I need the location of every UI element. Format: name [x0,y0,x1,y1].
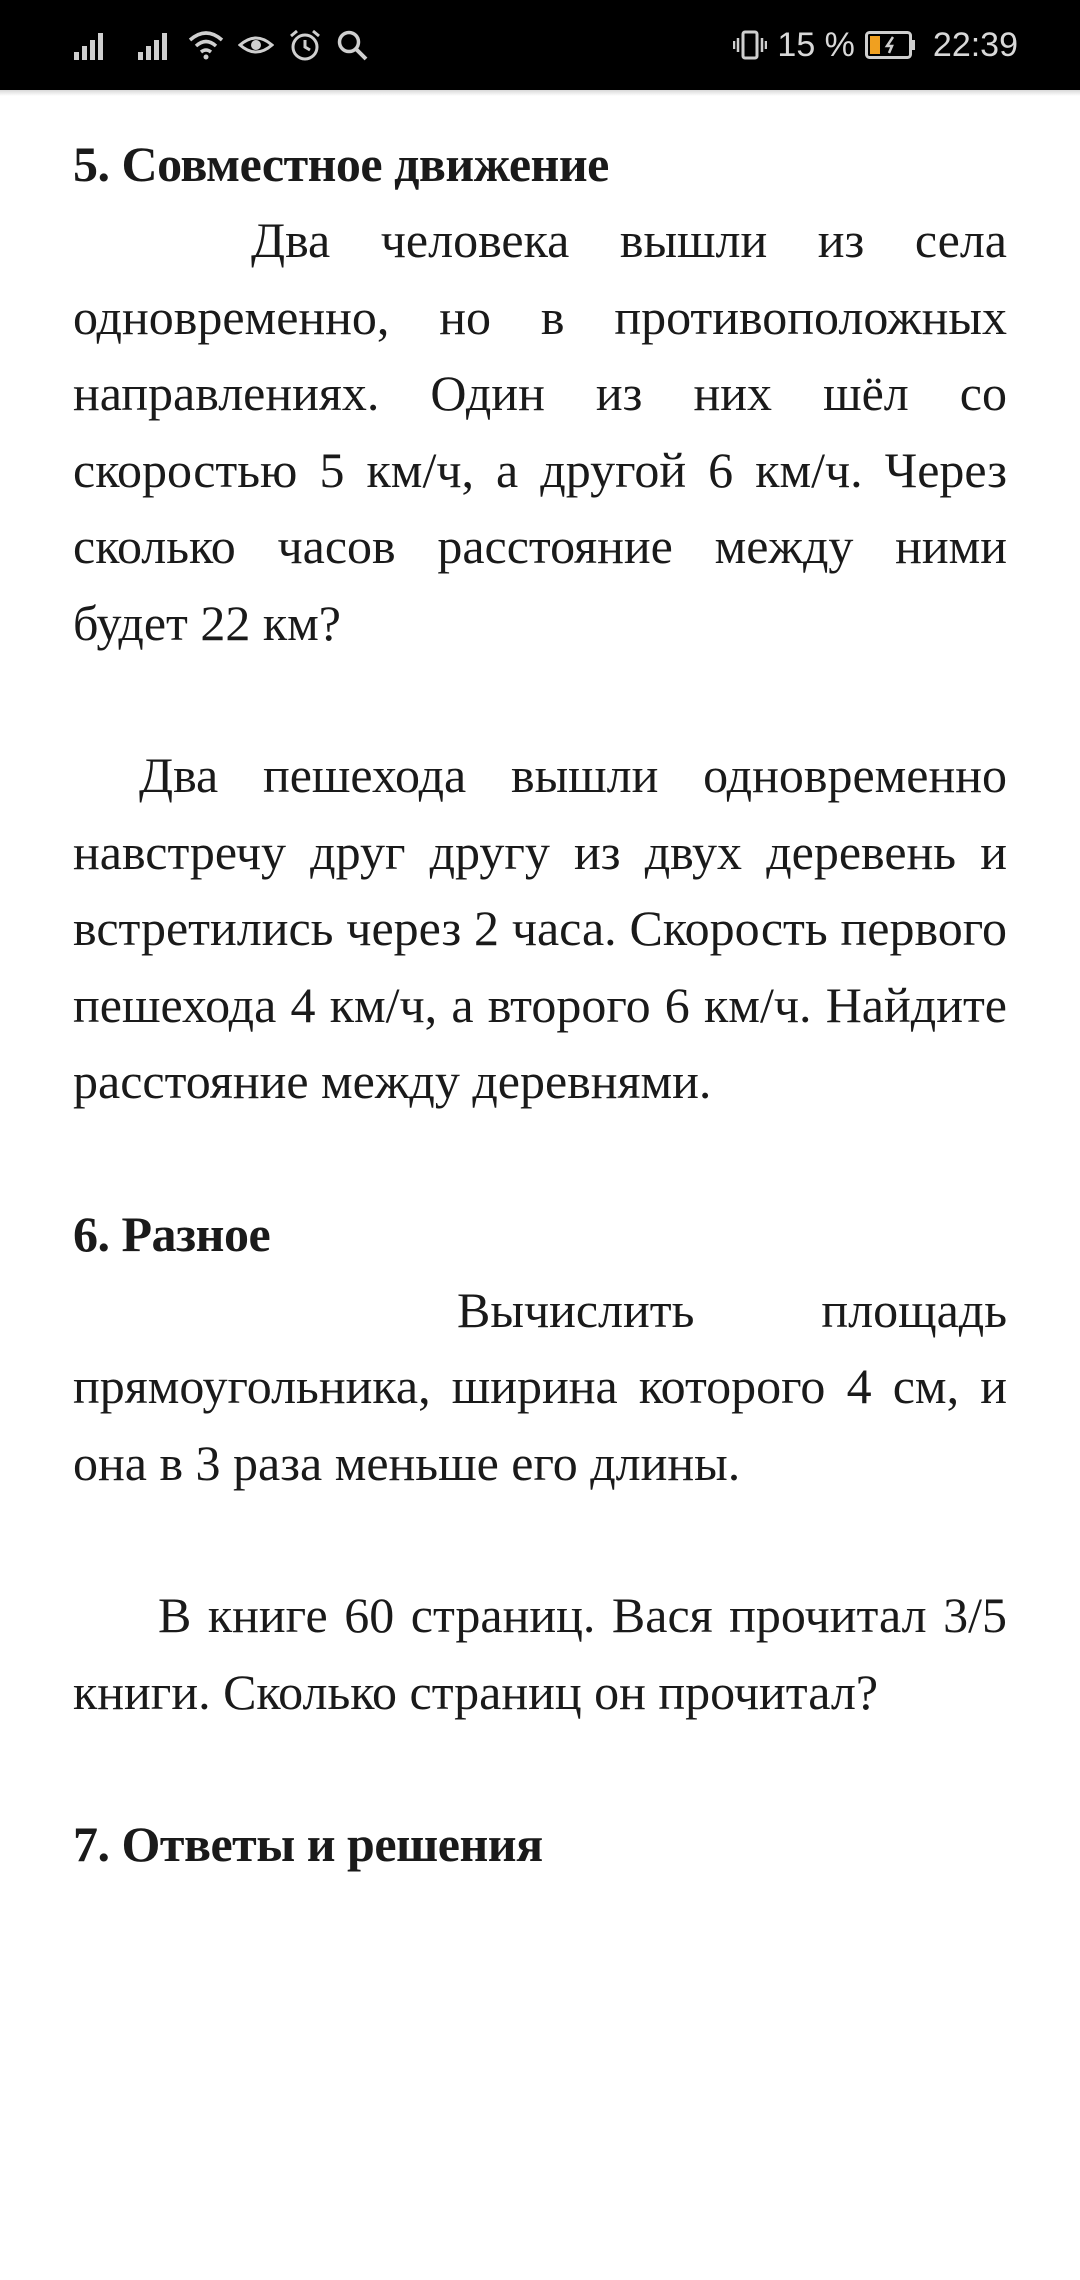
spacer [73,1730,1007,1806]
spacer [73,1120,1007,1196]
section-title-7: 7. Ответы и решения [73,1816,543,1872]
spacer [73,1501,1007,1577]
clock: 22:39 [932,25,1018,64]
alarm-icon [288,29,322,61]
spacer [73,661,1007,737]
signal-icon [138,30,174,60]
paragraph: Два пешехода вышли одновременно навстречу друг другу из двух деревень и встретились через 2 часа. Скорость первого пешехода 4 км/ч, а второго 6 км/ч. Найдите расстояние между деревнями. [73,747,1007,1109]
document-content [73,126,1007,1882]
status-bar-shadow [0,90,1080,96]
signal-icon [74,30,110,60]
vibrate-icon [733,28,767,62]
section-title-5: 5. Совместное движение [73,136,609,192]
eye-icon [238,30,274,60]
paragraph: Вычислить площадь прямоугольника, ширина которого 4 см, и она в 3 раза меньше его длины. [73,1281,1007,1491]
status-bar [0,0,1080,90]
paragraph: В книге 60 страниц. Вася прочитал 3/5 книги. Сколько страниц он прочитал? [73,1587,1007,1720]
search-icon [336,29,370,61]
section-title-6: 6. Разное [73,1205,271,1262]
wifi-icon [188,30,224,60]
status-left-icons [74,29,370,61]
battery-icon [865,31,917,59]
battery-percent: 15 % [777,25,855,64]
paragraph: Два человека вышли из села одновременно, но в противоположных направлениях. Один из них шёл со скоростью 5 км/ч, а другой 6 км/ч. Через сколько часов расстояние между ними будет 22 км? [73,212,1007,651]
status-right [733,26,1018,65]
